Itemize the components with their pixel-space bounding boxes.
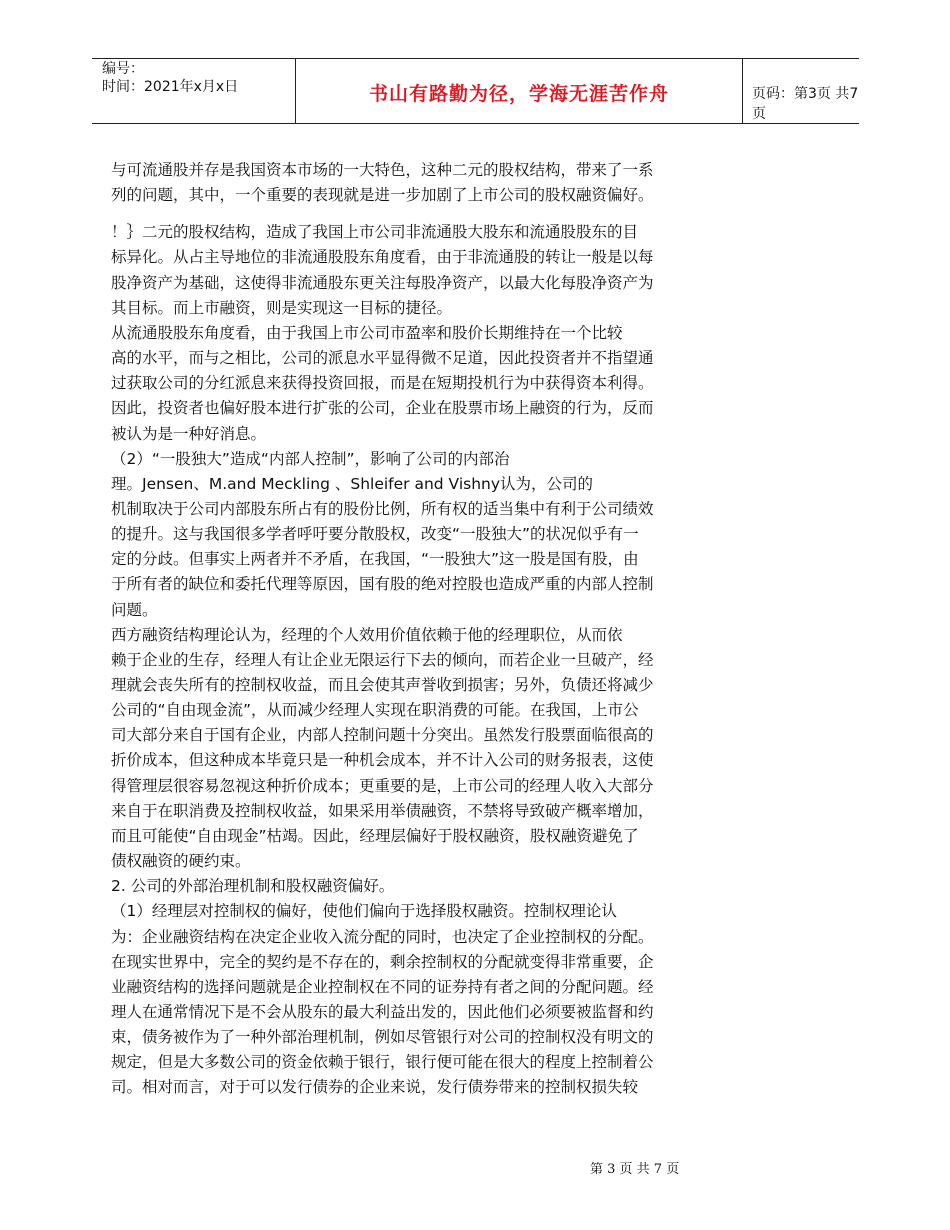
text-line: 理就会丧失所有的控制权收益，而且会使其声誉收到损害；另外，负债还将减少 [111, 676, 654, 694]
motto-text: 书山有路勤为径，学海无涯苦作舟 [368, 83, 669, 105]
text-line: 债权融资的硬约束。 [111, 852, 251, 871]
header-left-cell [102, 59, 292, 123]
text-line: （2）“一股独大”造成“内部人控制”，影响了公司的内部治 [111, 449, 510, 468]
header-table [92, 58, 859, 124]
text-line: 束，债务被作为了一种外部治理机制，例如尽管银行对公司的控制权没有明文的 [111, 1028, 654, 1047]
text-line: 赖于企业的生存，经理人有让企业无限运行下去的倾向，而若企业一旦破产，经 [111, 650, 654, 669]
text-line: 业融资结构的选择问题就是企业控制权在不同的证券持有者之间的分配问题。经 [111, 977, 654, 996]
text-line: 来自于在职消费及控制权收益，如果采用举债融资，不禁将导致破产概率增加， [111, 801, 654, 820]
text-line: 司大部分来自于国有企业，内部人控制问题十分突出。虽然发行股票面临很高的 [111, 726, 654, 745]
text-line: 在现实世界中，完全的契约是不存在的，剩余控制权的分配就变得非常重要，企 [111, 952, 654, 971]
text-line: 公司的“自由现金流”，从而减少经理人实现在职消费的可能。在我国，上市公 [111, 701, 639, 720]
text-line: 2. 公司的外部治理机制和股权融资偏好。 [111, 877, 395, 896]
time-label: 时间：2021年x月x日 [102, 79, 239, 95]
footer-page-number: 第 3 页 共 7 页 [590, 1162, 680, 1177]
text-line: 与可流通股并存是我国资本市场的一大特色，这种二元的股权结构，带来了一系 [111, 161, 654, 179]
text-line: 得管理层很容易忽视这种折价成本；更重要的是，上市公司的经理人收入大部分 [111, 776, 654, 795]
header-motto-cell [295, 59, 743, 123]
text-line: 从流通股股东角度看，由于我国上市公司市盈率和股价长期维持在一个比较 [111, 323, 623, 342]
text-line: 其目标。而上市融资，则是实现这一目标的捷径。 [111, 298, 453, 317]
text-line: ！｝二元的股权结构，造成了我国上市公司非流通股大股东和流通股股东的目 [111, 223, 639, 242]
text-line: 高的水平，而与之相比，公司的派息水平显得微不足道，因此投资者并不指望通 [111, 349, 654, 368]
text-line: 机制取决于公司内部股东所占有的股份比例，所有权的适当集中有利于公司绩效 [111, 499, 654, 518]
text-line: 问题。 [111, 600, 158, 619]
text-line: 因此，投资者也偏好股本进行扩张的公司，企业在股票市场上融资的行为，反而 [111, 399, 654, 418]
text-line: 列的问题，其中，一个重要的表现就是进一步加剧了上市公司的股权融资偏好。 [111, 186, 654, 205]
page-label: 页码：第3页 共7页 [752, 86, 859, 122]
text-line: 定的分歧。但事实上两者并不矛盾，在我国，“一股独大”这一股是国有股，由 [111, 550, 639, 569]
text-line: 司。相对而言，对于可以发行债券的企业来说，发行债券带来的控制权损失较 [111, 1078, 639, 1097]
text-line: 折价成本，但这种成本毕竟只是一种机会成本，并不计入公司的财务报表，这使 [111, 751, 654, 770]
text-line: 理人在通常情况下是不会从股东的最大利益出发的，因此他们必须要被监督和约 [111, 1002, 654, 1021]
text-line: 西方融资结构理论认为，经理的个人效用价值依赖于他的经理职位，从而依 [111, 625, 623, 644]
text-line: 于所有者的缺位和委托代理等原因，国有股的绝对控股也造成严重的内部人控制 [111, 575, 654, 594]
number-label: 编号： [102, 61, 144, 77]
text-line: 的提升。这与我国很多学者呼吁要分散股权，改变“一股独大”的状况似乎有一 [111, 525, 639, 544]
text-line: 标异化。从占主导地位的非流通股股东角度看，由于非流通股的转让一般是以每 [111, 248, 654, 267]
text-line: 而且可能使“自由现金”枯竭。因此，经理层偏好于股权融资，股权融资避免了 [111, 826, 639, 845]
text-line: 过获取公司的分红派息来获得投资回报，而是在短期投机行为中获得资本利得。 [111, 374, 654, 393]
text-line: 为：企业融资结构在决定企业收入流分配的同时，也决定了企业控制权的分配。 [111, 927, 654, 946]
text-line: 规定，但是大多数公司的资金依赖于银行，银行便可能在很大的程度上控制着公 [111, 1053, 654, 1072]
text-line: （1）经理层对控制权的偏好，使他们偏向于选择股权融资。控制权理论认 [111, 902, 617, 921]
text-line: 理。Jensen、M.and Meckling 、Shleifer and Vishny认为，公司的 [111, 474, 594, 493]
text-line: 被认为是一种好消息。 [111, 424, 267, 443]
text-line: 股净资产为基础，这使得非流通股东更关注每股净资产，以最大化每股净资产为 [111, 273, 654, 292]
